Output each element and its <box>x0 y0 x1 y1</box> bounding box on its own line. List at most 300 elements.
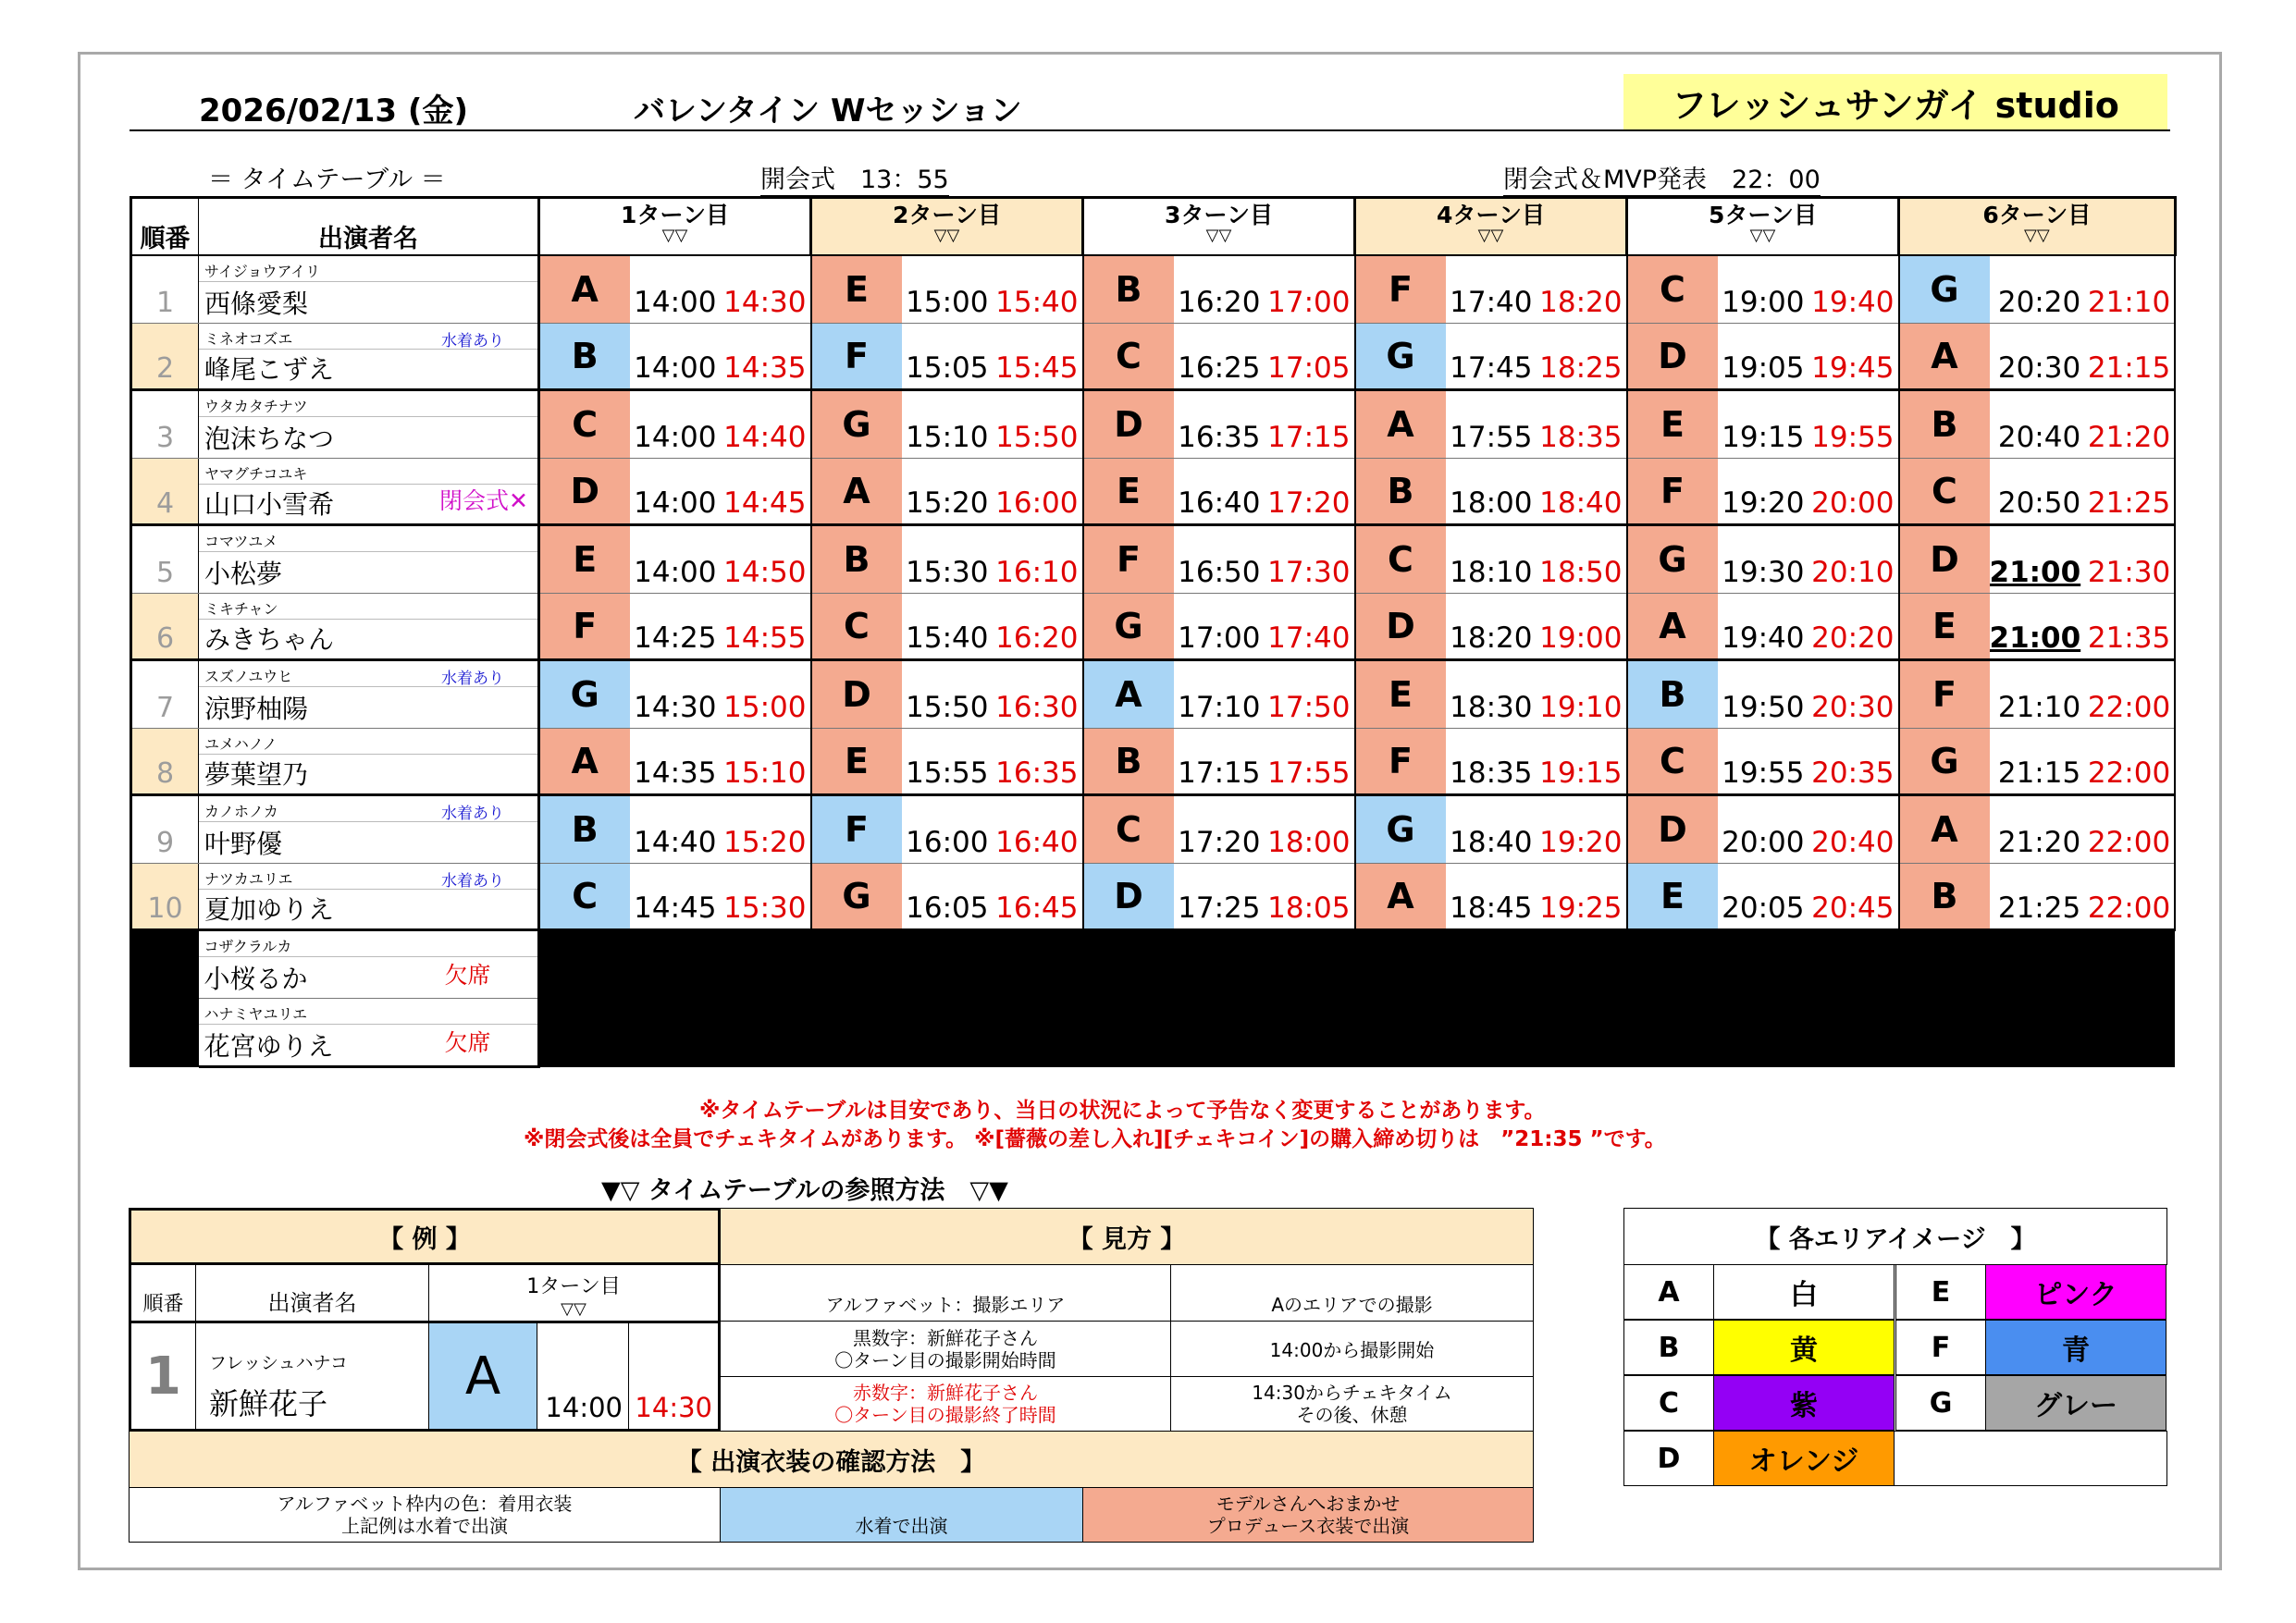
header-divider <box>130 129 2170 131</box>
performer-name: 泡沫ちなつ <box>204 424 335 454</box>
area-cell: A <box>1355 390 1446 459</box>
absent-row <box>131 999 2176 1067</box>
area-cell: E <box>1355 660 1446 729</box>
example-area: A <box>428 1321 537 1432</box>
table-row <box>131 324 2176 390</box>
start-time: 17:25 <box>1174 864 1265 930</box>
performer-kana: ミネオコズエ <box>204 330 293 348</box>
turn-header-1 <box>539 198 811 255</box>
area-cell: E <box>811 255 902 324</box>
area-cell: G <box>811 390 902 459</box>
area-color-b: 黄 <box>1713 1320 1895 1375</box>
end-time: 14:30 <box>721 255 811 324</box>
start-time: 18:45 <box>1446 864 1537 930</box>
area-cell: D <box>1899 525 1990 594</box>
start-time: 16:50 <box>1174 525 1265 594</box>
end-time: 15:10 <box>721 729 811 795</box>
row-number: 2 <box>131 324 199 390</box>
performer-note-closing: 閉会式✕ <box>439 487 528 514</box>
end-time: 21:20 <box>2084 390 2175 459</box>
event-title: バレンタイン Wセッション <box>634 92 1022 129</box>
end-time: 15:30 <box>721 864 811 930</box>
event-date: 2026/02/13 (金) <box>199 92 469 129</box>
performer-name: 小松夢 <box>204 559 283 589</box>
end-time: 17:00 <box>1265 255 1355 324</box>
end-time: 16:35 <box>993 729 1083 795</box>
end-time: 19:25 <box>1537 864 1627 930</box>
start-time: 15:20 <box>902 459 993 525</box>
area-cell: F <box>1355 255 1446 324</box>
end-time: 18:35 <box>1537 390 1627 459</box>
area-cell: A <box>1899 795 1990 864</box>
performer-kana: ヤマグチコユキ <box>204 465 308 483</box>
view-r3c1 <box>720 1376 1171 1432</box>
end-time: 16:20 <box>993 594 1083 660</box>
start-time: 19:00 <box>1718 255 1808 324</box>
area-cell: G <box>1355 324 1446 390</box>
start-time: 14:00 <box>630 525 721 594</box>
start-time: 15:30 <box>902 525 993 594</box>
performer-cell <box>199 594 539 660</box>
start-time: 14:00 <box>630 459 721 525</box>
example-num: 1 <box>129 1321 196 1432</box>
start-time: 19:20 <box>1718 459 1808 525</box>
area-letter-f: F <box>1895 1320 1986 1375</box>
area-cell: B <box>811 525 902 594</box>
performer-name: 叶野優 <box>204 829 283 859</box>
performer-cell <box>199 525 539 594</box>
area-cell: A <box>1627 594 1718 660</box>
costume-c1-a: アルファベット枠内の色：着用衣装 <box>277 1493 573 1515</box>
performer-name: 夢葉望乃 <box>204 759 309 790</box>
area-cell: E <box>1083 459 1174 525</box>
start-time: 20:30 <box>1990 324 2085 390</box>
end-time: 15:40 <box>993 255 1083 324</box>
absent-num <box>131 999 199 1067</box>
start-time: 20:05 <box>1718 864 1808 930</box>
performer-name: 峰尾こずえ <box>204 354 335 385</box>
end-time: 16:00 <box>993 459 1083 525</box>
end-time: 19:55 <box>1808 390 1899 459</box>
col-num-header: 順番 <box>131 198 199 255</box>
view-r1c1: アルファベット：撮影エリア <box>720 1264 1171 1322</box>
howto-title: ▼▽ タイムテーブルの参照方法 ▽▼ <box>601 1176 1008 1205</box>
start-time: 16:25 <box>1174 324 1265 390</box>
absent-name: 小桜るか <box>204 964 308 994</box>
absent-status: 欠席 <box>444 1029 491 1056</box>
end-time: 19:00 <box>1537 594 1627 660</box>
end-time: 22:00 <box>2084 660 2175 729</box>
end-time: 17:50 <box>1265 660 1355 729</box>
performer-kana: コマツユメ <box>204 533 278 550</box>
performer-name: みきちゃん <box>204 624 335 655</box>
area-cell: G <box>539 660 630 729</box>
start-time: 19:40 <box>1718 594 1808 660</box>
area-cell: G <box>1899 255 1990 324</box>
end-time: 19:20 <box>1537 795 1627 864</box>
area-cell: B <box>1083 729 1174 795</box>
area-cell: B <box>1083 255 1174 324</box>
end-time: 20:45 <box>1808 864 1899 930</box>
turn-header-6 <box>1899 198 2176 255</box>
start-time: 17:00 <box>1174 594 1265 660</box>
area-cell: C <box>539 864 630 930</box>
absent-blackout <box>539 930 2176 999</box>
row-number: 9 <box>131 795 199 864</box>
area-letter-d: D <box>1623 1431 1714 1486</box>
example-name-header: 出演者名 <box>195 1264 429 1322</box>
table-row <box>131 459 2176 525</box>
performer-cell <box>199 324 539 390</box>
start-time: 15:50 <box>902 660 993 729</box>
table-row <box>131 525 2176 594</box>
area-color-g: グレー <box>1985 1375 2166 1431</box>
area-cell: F <box>539 594 630 660</box>
performer-name: 山口小雪希 <box>204 489 335 520</box>
area-letter-b: B <box>1623 1320 1714 1375</box>
performer-name: 西條愛梨 <box>204 289 309 319</box>
start-time: 21:25 <box>1990 864 2085 930</box>
performer-note: 水着あり <box>441 872 504 891</box>
example-end-cell <box>628 1321 721 1432</box>
row-number: 8 <box>131 729 199 795</box>
absent-name: 花宮ゆりえ <box>204 1031 334 1062</box>
area-cell: A <box>811 459 902 525</box>
end-time: 15:20 <box>721 795 811 864</box>
end-time: 20:20 <box>1808 594 1899 660</box>
absent-num <box>131 930 199 999</box>
start-time: 16:35 <box>1174 390 1265 459</box>
end-time: 20:10 <box>1808 525 1899 594</box>
area-cell: G <box>1899 729 1990 795</box>
example-turn-header <box>428 1264 721 1322</box>
view-r3c1-a: 赤数字：新鮮花子さん <box>853 1382 1038 1404</box>
table-row <box>131 795 2176 864</box>
performer-kana: サイジョウアイリ <box>204 262 321 280</box>
table-row <box>131 864 2176 930</box>
turn-label: 6ターン目 <box>1982 202 2092 228</box>
area-cell: A <box>1899 324 1990 390</box>
area-cell: E <box>1899 594 1990 660</box>
performer-note: 水着あり <box>441 332 504 350</box>
opening-time: 開会式 13：55 <box>760 159 949 197</box>
start-time: 18:35 <box>1446 729 1537 795</box>
area-cell: D <box>1083 390 1174 459</box>
table-row <box>131 255 2176 324</box>
start-time: 18:20 <box>1446 594 1537 660</box>
area-empty-cell <box>1894 1431 2167 1486</box>
area-color-a: 白 <box>1713 1264 1895 1320</box>
absent-kana: ハナミヤユリエ <box>204 1005 308 1023</box>
area-cell: C <box>1083 795 1174 864</box>
view-r3c2-a: 14:30からチェキタイム <box>1252 1382 1452 1404</box>
end-time: 14:55 <box>721 594 811 660</box>
performer-cell <box>199 660 539 729</box>
end-time: 17:30 <box>1265 525 1355 594</box>
area-cell: D <box>1627 324 1718 390</box>
row-number: 3 <box>131 390 199 459</box>
end-time: 18:20 <box>1537 255 1627 324</box>
turn-header-2 <box>811 198 1083 255</box>
area-cell: D <box>1355 594 1446 660</box>
area-cell: B <box>1899 864 1990 930</box>
end-time: 17:15 <box>1265 390 1355 459</box>
row-number: 7 <box>131 660 199 729</box>
start-time: 15:40 <box>902 594 993 660</box>
start-time: 14:30 <box>630 660 721 729</box>
area-cell: G <box>811 864 902 930</box>
start-time: 15:55 <box>902 729 993 795</box>
performer-kana: ミキチャン <box>204 600 278 618</box>
example-kana: フレッシュハナコ <box>209 1353 348 1373</box>
end-time: 22:00 <box>2084 729 2175 795</box>
area-cell: A <box>1355 864 1446 930</box>
performer-cell <box>199 390 539 459</box>
area-cell: D <box>1083 864 1174 930</box>
table-row <box>131 729 2176 795</box>
end-time: 16:10 <box>993 525 1083 594</box>
end-time: 16:40 <box>993 795 1083 864</box>
view-r2c2: 14:00から撮影開始 <box>1170 1321 1534 1377</box>
area-cell: A <box>539 255 630 324</box>
start-time: 18:00 <box>1446 459 1537 525</box>
performer-kana: ユメハノノ <box>204 735 278 753</box>
end-time: 18:40 <box>1537 459 1627 525</box>
area-cell: F <box>1355 729 1446 795</box>
turn-header-3 <box>1083 198 1355 255</box>
area-cell: E <box>539 525 630 594</box>
area-cell: C <box>1355 525 1446 594</box>
kana-divider <box>199 281 537 282</box>
area-cell: C <box>1083 324 1174 390</box>
end-time: 15:50 <box>993 390 1083 459</box>
turn-mark: ▽▽ <box>1477 226 1504 245</box>
absent-performer-cell <box>199 999 539 1067</box>
area-cell: C <box>811 594 902 660</box>
area-cell: F <box>811 324 902 390</box>
view-r2c1 <box>720 1321 1171 1377</box>
area-cell: D <box>811 660 902 729</box>
start-time: 21:20 <box>1990 795 2085 864</box>
example-end: 14:30 <box>635 1392 712 1423</box>
row-number: 6 <box>131 594 199 660</box>
start-time: 20:50 <box>1990 459 2085 525</box>
end-time: 19:45 <box>1808 324 1899 390</box>
view-r3c2 <box>1170 1376 1534 1432</box>
closing-time: 閉会式＆MVP発表 22：00 <box>1503 159 1821 197</box>
turn-label: 2ターン目 <box>893 202 1001 228</box>
row-number: 1 <box>131 255 199 324</box>
table-row <box>131 390 2176 459</box>
col-name-header: 出演者名 <box>199 198 539 255</box>
start-time: 14:45 <box>630 864 721 930</box>
performer-name: 夏加ゆりえ <box>204 894 335 925</box>
turn-mark: ▽▽ <box>1205 226 1232 245</box>
start-time: 16:40 <box>1174 459 1265 525</box>
example-num-header: 順番 <box>129 1264 196 1322</box>
timetable-header-row <box>131 198 2176 255</box>
start-time: 20:00 <box>1718 795 1808 864</box>
area-cell: E <box>1627 390 1718 459</box>
view-r3c2-b: その後、休憩 <box>1296 1404 1408 1426</box>
performer-cell <box>199 459 539 525</box>
view-label: 【 見方 】 <box>720 1208 1534 1265</box>
absent-performer-cell <box>199 930 539 999</box>
area-color-c: 紫 <box>1713 1375 1895 1431</box>
start-time: 15:10 <box>902 390 993 459</box>
costume-c3-b: プロデュース衣装で出演 <box>1206 1515 1410 1537</box>
end-time: 14:35 <box>721 324 811 390</box>
absent-kana: コザクラルカ <box>204 938 292 955</box>
end-time: 15:00 <box>721 660 811 729</box>
performer-kana: カノホノカ <box>204 803 278 820</box>
area-letter-c: C <box>1623 1375 1714 1431</box>
table-row <box>131 660 2176 729</box>
absent-status: 欠席 <box>444 962 491 989</box>
start-time: 17:10 <box>1174 660 1265 729</box>
end-time: 21:25 <box>2084 459 2175 525</box>
start-time: 17:40 <box>1446 255 1537 324</box>
area-cell: E <box>1627 864 1718 930</box>
start-time: 16:20 <box>1174 255 1265 324</box>
end-time: 20:35 <box>1808 729 1899 795</box>
area-letter-g: G <box>1895 1375 1986 1431</box>
timetable <box>130 196 2177 1068</box>
end-time: 18:05 <box>1265 864 1355 930</box>
end-time: 20:40 <box>1808 795 1899 864</box>
performer-kana: ナツカユリエ <box>204 870 293 888</box>
area-cell: F <box>811 795 902 864</box>
performer-cell <box>199 255 539 324</box>
start-time: 19:30 <box>1718 525 1808 594</box>
performer-note: 水着あり <box>441 670 504 688</box>
end-time: 14:40 <box>721 390 811 459</box>
end-time: 17:20 <box>1265 459 1355 525</box>
start-time: 17:20 <box>1174 795 1265 864</box>
end-time: 18:00 <box>1265 795 1355 864</box>
area-cell: C <box>1627 729 1718 795</box>
costume-c3-a: モデルさんへおまかせ <box>1216 1493 1401 1515</box>
area-color-d: オレンジ <box>1713 1431 1895 1486</box>
end-time: 21:35 <box>2084 594 2175 660</box>
example-start: 14:00 <box>545 1392 623 1423</box>
turn-label: 5ターン目 <box>1709 202 1817 228</box>
start-time: 19:15 <box>1718 390 1808 459</box>
end-time: 15:45 <box>993 324 1083 390</box>
area-cell: C <box>1627 255 1718 324</box>
area-cell: G <box>1083 594 1174 660</box>
costume-swimsuit: 水着で出演 <box>720 1487 1083 1543</box>
area-cell: C <box>1899 459 1990 525</box>
start-time: 21:00 <box>1990 525 2085 594</box>
end-time: 14:45 <box>721 459 811 525</box>
turn-mark: ▽▽ <box>933 226 960 245</box>
absent-blackout <box>539 999 2176 1067</box>
turn-header-4 <box>1355 198 1627 255</box>
end-time: 16:30 <box>993 660 1083 729</box>
area-cell: B <box>1627 660 1718 729</box>
area-color-e: ピンク <box>1985 1264 2166 1320</box>
end-time: 19:10 <box>1537 660 1627 729</box>
area-cell: E <box>811 729 902 795</box>
start-time: 21:10 <box>1990 660 2085 729</box>
area-cell: D <box>1627 795 1718 864</box>
start-time: 21:00 <box>1990 594 2085 660</box>
start-time: 17:55 <box>1446 390 1537 459</box>
view-r1c2: Aのエリアでの撮影 <box>1170 1264 1534 1322</box>
performer-note: 水着あり <box>441 805 504 823</box>
start-time: 14:25 <box>630 594 721 660</box>
start-time: 16:00 <box>902 795 993 864</box>
note-line-2: ※閉会式後は全員でチェキタイムがあります。 ※[薔薇の差し入れ][チェキコイン]の購入締め切りは ”21:35 ”です。 <box>524 1127 1666 1151</box>
end-time: 21:10 <box>2084 255 2175 324</box>
turn-label: 4ターン目 <box>1437 202 1545 228</box>
costume-c1 <box>129 1487 721 1543</box>
area-cell: B <box>1899 390 1990 459</box>
area-cell: F <box>1627 459 1718 525</box>
end-time: 18:25 <box>1537 324 1627 390</box>
start-time: 19:05 <box>1718 324 1808 390</box>
start-time: 20:20 <box>1990 255 2085 324</box>
start-time: 16:05 <box>902 864 993 930</box>
performer-cell <box>199 729 539 795</box>
absent-row <box>131 930 2176 999</box>
end-time: 21:15 <box>2084 324 2175 390</box>
start-time: 15:05 <box>902 324 993 390</box>
start-time: 14:00 <box>630 255 721 324</box>
turn-mark: ▽▽ <box>2024 226 2050 245</box>
start-time: 20:40 <box>1990 390 2085 459</box>
example-name-cell <box>195 1321 429 1432</box>
turn-label: 3ターン目 <box>1165 202 1273 228</box>
view-r2c1-b: 〇ターン目の撮影開始時間 <box>834 1348 1056 1371</box>
example-label: 【 例 】 <box>129 1208 721 1265</box>
area-cell: A <box>1083 660 1174 729</box>
turn-mark: ▽▽ <box>1749 226 1776 245</box>
start-time: 14:00 <box>630 324 721 390</box>
areas-title: 【 各エリアイメージ 】 <box>1623 1208 2167 1265</box>
area-letter-a: A <box>1623 1264 1714 1320</box>
start-time: 18:40 <box>1446 795 1537 864</box>
start-time: 19:50 <box>1718 660 1808 729</box>
end-time: 19:15 <box>1537 729 1627 795</box>
row-number: 10 <box>131 864 199 930</box>
area-cell: B <box>1355 459 1446 525</box>
area-cell: G <box>1355 795 1446 864</box>
example-turn-mark: ▽▽ <box>561 1299 586 1319</box>
area-letter-e: E <box>1895 1264 1986 1320</box>
performer-cell <box>199 864 539 930</box>
costume-produce <box>1082 1487 1534 1543</box>
studio-name: フレッシュサンガイ studio <box>1623 74 2167 129</box>
example-name: 新鮮花子 <box>209 1386 328 1421</box>
turn-mark: ▽▽ <box>661 226 688 245</box>
performer-name: 涼野柚陽 <box>204 694 309 724</box>
start-time: 14:40 <box>630 795 721 864</box>
end-time: 20:00 <box>1808 459 1899 525</box>
start-time: 17:15 <box>1174 729 1265 795</box>
end-time: 17:55 <box>1265 729 1355 795</box>
kana-divider <box>199 551 537 552</box>
costume-title: 【 出演衣装の確認方法 】 <box>129 1431 1534 1488</box>
end-time: 22:00 <box>2084 795 2175 864</box>
end-time: 16:45 <box>993 864 1083 930</box>
view-r3c1-b: 〇ターン目の撮影終了時間 <box>834 1404 1056 1426</box>
end-time: 17:40 <box>1265 594 1355 660</box>
end-time: 19:40 <box>1808 255 1899 324</box>
end-time: 18:50 <box>1537 525 1627 594</box>
start-time: 18:30 <box>1446 660 1537 729</box>
